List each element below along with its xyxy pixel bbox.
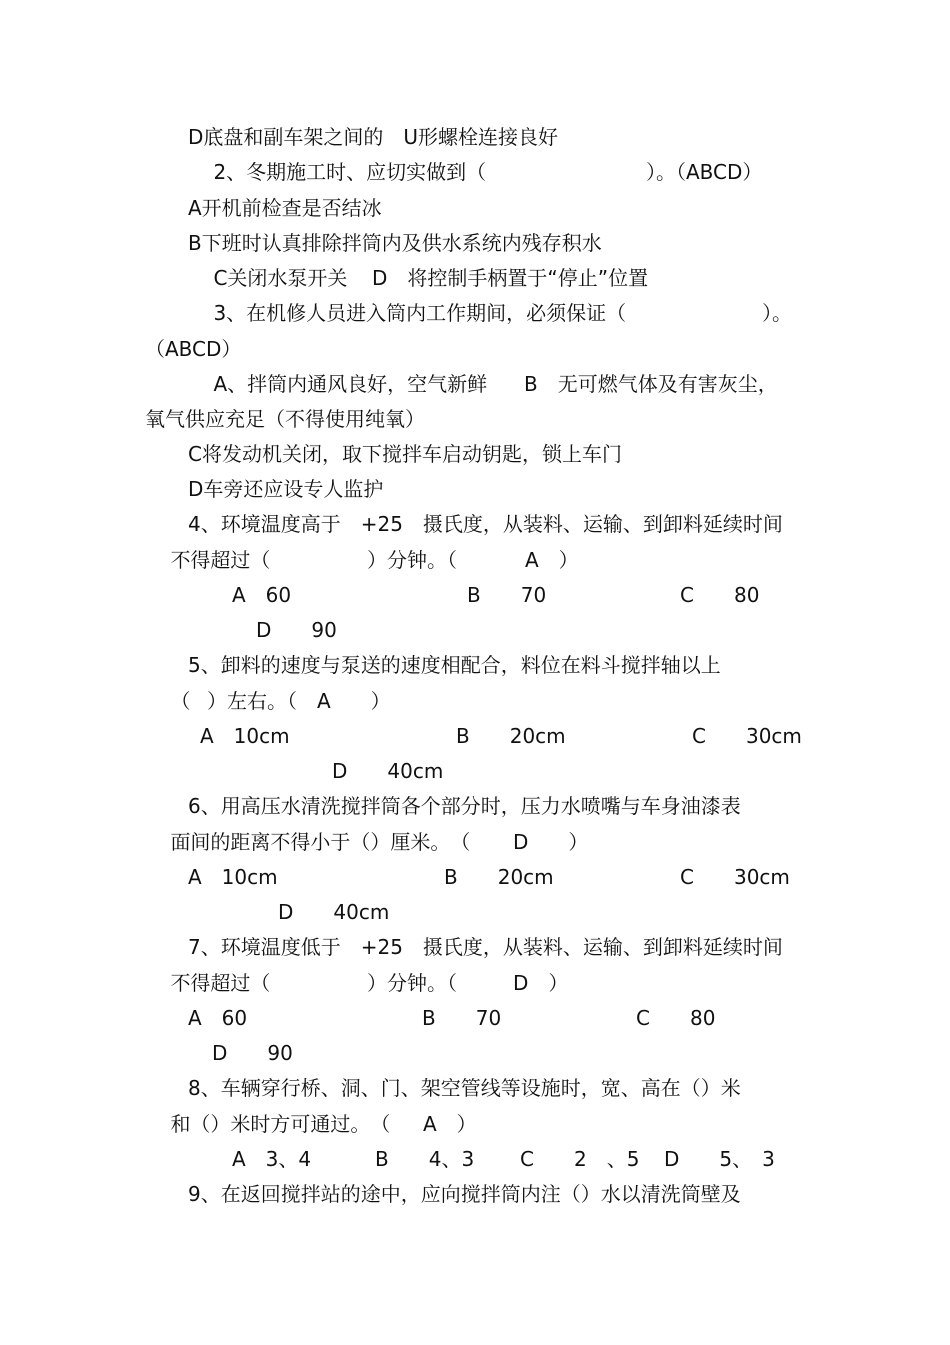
question-6-cont: 面间的距离不得小于（）厘米。 （ D ） [170,830,589,854]
option-line: C关闭水泵开关 D 将控制手柄置于“停止”位置 [213,266,649,290]
question-bracket: ）。 [762,301,792,325]
answer-key: D ） [513,971,569,995]
answer-key: ）。（ABCD） [646,160,763,184]
options-row: A 60 B 70 C 80 [188,1006,716,1030]
answer-key: A ） [423,1112,477,1136]
question-text: 2、冬期施工时、应切实做到（ [213,160,487,184]
question-8-cont: 和（）米时方可通过。 （ A ） [170,1112,477,1136]
options-row: A 3、4 B 4、3 C 2 、5 D 5、 3 [232,1147,775,1171]
answer-key: A ） [525,548,579,572]
answer-key: D ） [513,830,589,854]
option-line: A、拌筒内通风良好，空气新鲜 B 无可燃气体及有害灰尘， [213,372,778,396]
question-4-cont: 不得超过（ ）分钟。（ A ） [170,548,579,572]
options-row: A 60 B 70 C 80 [232,583,760,607]
question-5-cont: （ ）左右。（ A ） [170,689,391,713]
question-text: 3、在机修人员进入筒内工作期间，必须保证（ [213,301,627,325]
options-row: A 10cm B 20cm C 30cm [188,865,790,889]
options-row: A 10cm B 20cm C 30cm [200,724,802,748]
question-7-cont: 不得超过（ ）分钟。（ D ） [170,971,569,995]
